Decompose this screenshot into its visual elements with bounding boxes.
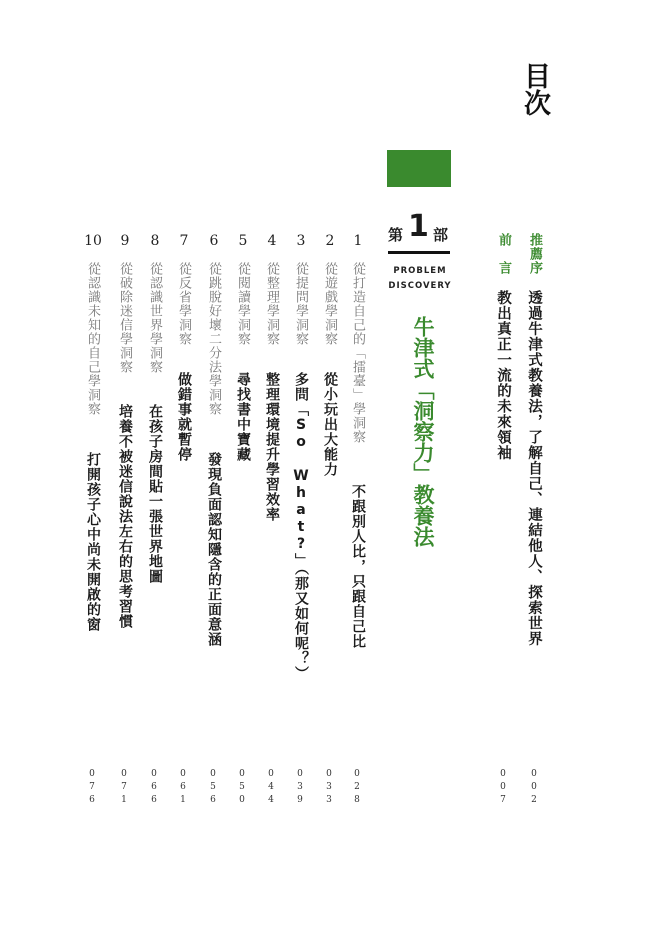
chapter-number: 3 [296, 233, 306, 249]
chapter-title[interactable]: 在孩子房間貼一張世界地圖 [147, 404, 163, 584]
part-title: 牛津式「洞察力」教養法 [411, 316, 435, 547]
chapter-label: 從打造自己的「擂臺」學洞察 [350, 262, 365, 444]
chapter-label: 從整理學洞察 [264, 262, 279, 346]
page-title: 目次 [519, 62, 550, 116]
recommend-page [528, 768, 540, 807]
chapter-number: 10 [84, 233, 102, 249]
page-digit: 6 [89, 795, 95, 805]
part-english-line-1: PROBLEM [393, 266, 447, 276]
foreword-label: 前 言 [496, 233, 511, 275]
page-digit: 4 [268, 795, 274, 805]
chapter-label: 從反省學洞察 [176, 262, 191, 346]
page-digit: 0 [239, 795, 245, 805]
chapter-page-number [86, 768, 98, 807]
chapter-number: 5 [238, 233, 248, 249]
part-prefix: 第 [388, 226, 404, 244]
part-rule [388, 251, 450, 254]
page-digit: 1 [121, 795, 127, 805]
part-color-block [387, 150, 451, 187]
page-digit: 0 [500, 769, 506, 779]
chapter-number: 4 [267, 233, 277, 249]
part-english-line-2: DISCOVERY [388, 281, 452, 291]
page-digit: 3 [326, 782, 332, 792]
chapter-title[interactable]: 尋找書中寶藏 [235, 372, 251, 462]
part-number: 1 [408, 209, 429, 244]
page-digit: 3 [297, 782, 303, 792]
page-digit: 0 [151, 769, 157, 779]
chapter-page-number [294, 768, 306, 807]
chapter-page-number [177, 768, 189, 807]
chapter-page-number [236, 768, 248, 807]
chapter-title[interactable]: 做錯事就暫停 [176, 372, 192, 462]
page-digit: 3 [326, 795, 332, 805]
page-digit: 0 [89, 769, 95, 779]
page-digit: 0 [121, 769, 127, 779]
page-digit: 0 [326, 769, 332, 779]
page-digit: 6 [210, 795, 216, 805]
page-digit: 5 [239, 782, 245, 792]
recommend-title[interactable]: 透過牛津式教養法，了解自己、連結他人、探索世界 [526, 290, 542, 647]
page-digit: 7 [121, 782, 127, 792]
page-digit: 0 [531, 769, 537, 779]
chapter-title[interactable]: 培養不被迷信說法左右的思考習慣 [117, 404, 133, 629]
page-digit: 7 [89, 782, 95, 792]
part-english-title [384, 264, 456, 294]
page-digit: 4 [268, 782, 274, 792]
page-digit: 0 [268, 769, 274, 779]
chapter-page-number [148, 768, 160, 807]
page-digit: 1 [180, 795, 186, 805]
chapter-label: 從閱讀學洞察 [235, 262, 250, 346]
chapter-title[interactable]: 整理環境提升學習效率 [264, 372, 280, 522]
page-digit: 7 [500, 795, 506, 805]
page-digit: 6 [151, 782, 157, 792]
page-digit: 0 [354, 769, 360, 779]
chapter-page-number [323, 768, 335, 807]
page-digit: 2 [354, 782, 360, 792]
chapter-label: 從破除迷信學洞察 [117, 262, 132, 374]
chapter-number: 1 [353, 233, 363, 249]
chapter-title[interactable]: 發現負面認知隱含的正面意涵 [206, 452, 222, 647]
page-digit: 0 [180, 769, 186, 779]
foreword-page [497, 768, 509, 807]
chapter-title[interactable]: 從小玩出大能力 [322, 372, 338, 477]
chapter-label: 從提問學洞察 [293, 262, 308, 346]
chapter-page-number [207, 768, 219, 807]
chapter-page-number [265, 768, 277, 807]
chapter-number: 7 [179, 233, 189, 249]
foreword-title[interactable]: 教出真正一流的未來領袖 [495, 290, 511, 461]
chapter-label: 從認識世界學洞察 [147, 262, 162, 374]
chapter-label: 從遊戲學洞察 [322, 262, 337, 346]
page-digit: 5 [210, 782, 216, 792]
page-digit: 0 [239, 769, 245, 779]
page-digit: 8 [354, 795, 360, 805]
chapter-title[interactable]: 打開孩子心中尚未開啟的窗 [85, 452, 101, 632]
page-digit: 9 [297, 795, 303, 805]
page-digit: 0 [500, 782, 506, 792]
chapter-page-number [118, 768, 130, 807]
chapter-label: 從認識未知的自己學洞察 [85, 262, 100, 416]
page-digit: 0 [210, 769, 216, 779]
chapter-page-number [351, 768, 363, 807]
page-digit: 2 [531, 795, 537, 805]
chapter-title[interactable]: 多問「So What?」（那又如何呢？） [293, 372, 309, 681]
recommend-label: 推薦序 [527, 233, 542, 275]
chapter-number: 8 [150, 233, 160, 249]
part-heading [388, 209, 450, 246]
page-digit: 0 [531, 782, 537, 792]
part-suffix: 部 [433, 226, 449, 244]
chapter-number: 2 [325, 233, 335, 249]
chapter-title[interactable]: 不跟別人比，只跟自己比 [350, 484, 366, 649]
page-digit: 6 [180, 782, 186, 792]
chapter-label: 從跳脫好壞二分法學洞察 [206, 262, 221, 416]
page-digit: 6 [151, 795, 157, 805]
chapter-number: 9 [120, 233, 130, 249]
chapter-number: 6 [209, 233, 219, 249]
page-digit: 0 [297, 769, 303, 779]
